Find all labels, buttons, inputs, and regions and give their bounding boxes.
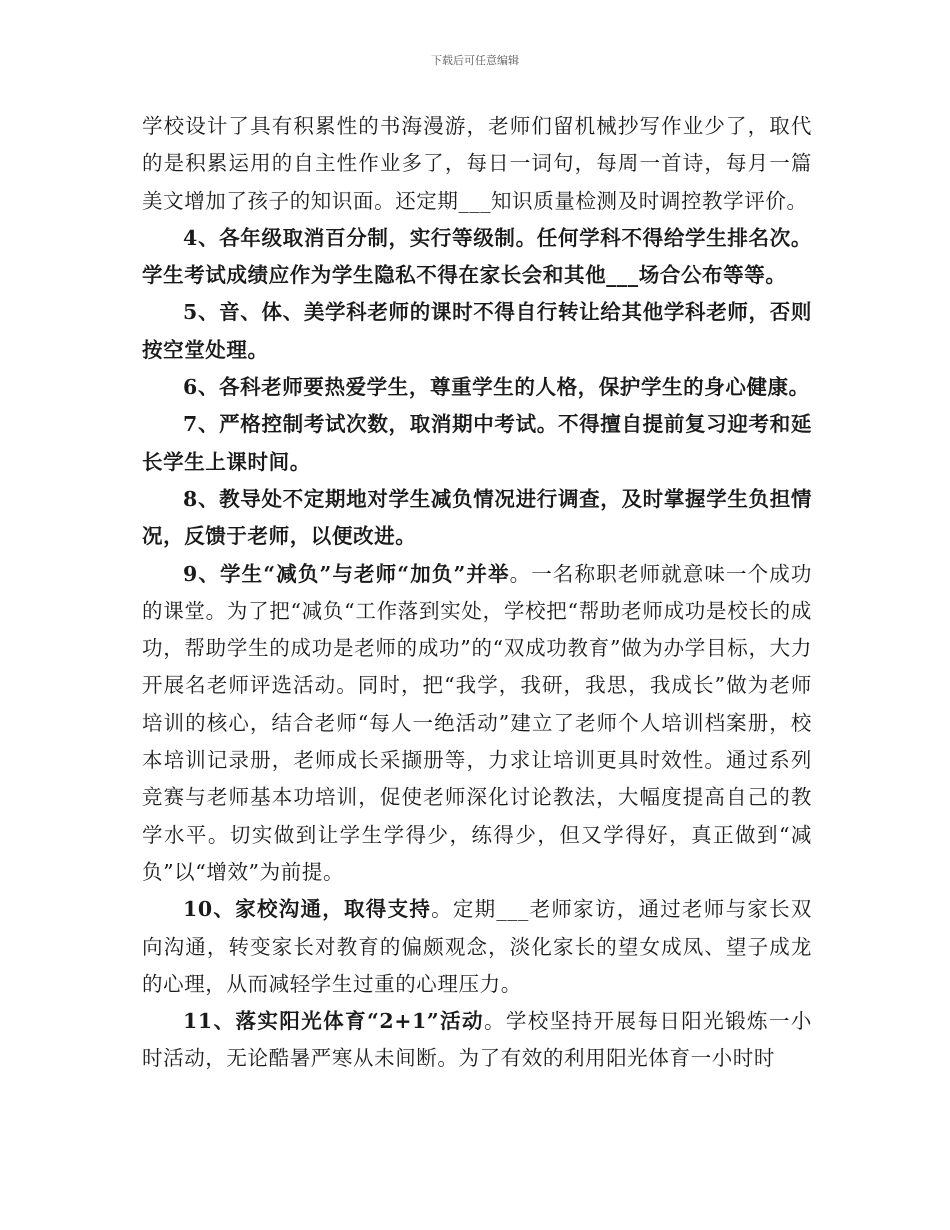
item-11-body: 。学校坚持开展每日阳光锻炼一小时活动，无论酷暑严寒从未间断。为了有效的利用阳光体育一小时时 bbox=[142, 1009, 813, 1071]
paragraph-item-9 bbox=[142, 556, 812, 892]
page-header: 下载后可任意编辑 bbox=[431, 54, 519, 67]
item-10-heading: 10、家校沟通，取得支持 bbox=[183, 897, 432, 922]
paragraph-intro: 学校设计了具有积累性的书海漫游，老师们留机械抄写作业少了，取代的是积累运用的自主性作业多了，每日一词句，每周一首诗，每月一篇美文增加了孩子的知识面。还定期___知识质量检测及时调控教学评价。 bbox=[142, 114, 812, 213]
paragraph-item-6: 6、各科老师要热爱学生，尊重学生的人格，保护学生的身心健康。 bbox=[183, 375, 810, 400]
paragraph-item-11 bbox=[142, 1003, 812, 1078]
paragraph-item-8: 8、教导处不定期地对学生减负情况进行调查，及时掌握学生负担情况，反馈于老师，以便改进。 bbox=[142, 486, 812, 549]
paragraph-item-10 bbox=[142, 891, 812, 1003]
document-body bbox=[142, 108, 812, 1078]
paragraph-item-4: 4、各年级取消百分制，实行等级制。任何学科不得给学生排名次。学生考试成绩应作为学生隐私不得在家长会和其他___场合公布等等。 bbox=[142, 225, 812, 288]
item-10-body: 。定期___老师家访，通过老师与家长双向沟通，转变家长对教育的偏颇观念，淡化家长的望女成凤、望子成龙的心理，从而减轻学生过重的心理压力。 bbox=[142, 897, 812, 996]
paragraph-item-5: 5、音、体、美学科老师的课时不得自行转让给其他学科老师，否则按空堂处理。 bbox=[142, 300, 812, 362]
paragraph-item-7: 7、严格控制考试次数，取消期中考试。不得擅自提前复习迎考和延长学生上课时间。 bbox=[142, 412, 812, 474]
item-11-heading: 11、落实阳光体育“2+1”活动 bbox=[183, 1009, 484, 1034]
item-9-heading: 9、学生“减负”与老师“加负”并举 bbox=[183, 561, 510, 586]
item-9-body: 。一名称职老师就意味一个成功的课堂。为了把“减负“工作落到实处，学校把“帮助老师成功是校长的成功，帮助学生的成功是老师的成功”的“双成功教育”做为办学目标，大力开展名老师评选活动。同时，把“我学，我研，我思，我成长”做为老师培训的核心，结合老师“每人一绝活动”建立了老师个人培训档案册，校本培训记录册，老师成长采撷册等，力求让培训更具时效性。通过系列竞赛与老师基本功培训，促使老师深化讨论教法，大幅度提高自己的教学水平。切实做到让学生学得少，练得少，但又学得好，真正做到“减负”以“增效”为前提。 bbox=[142, 561, 812, 884]
